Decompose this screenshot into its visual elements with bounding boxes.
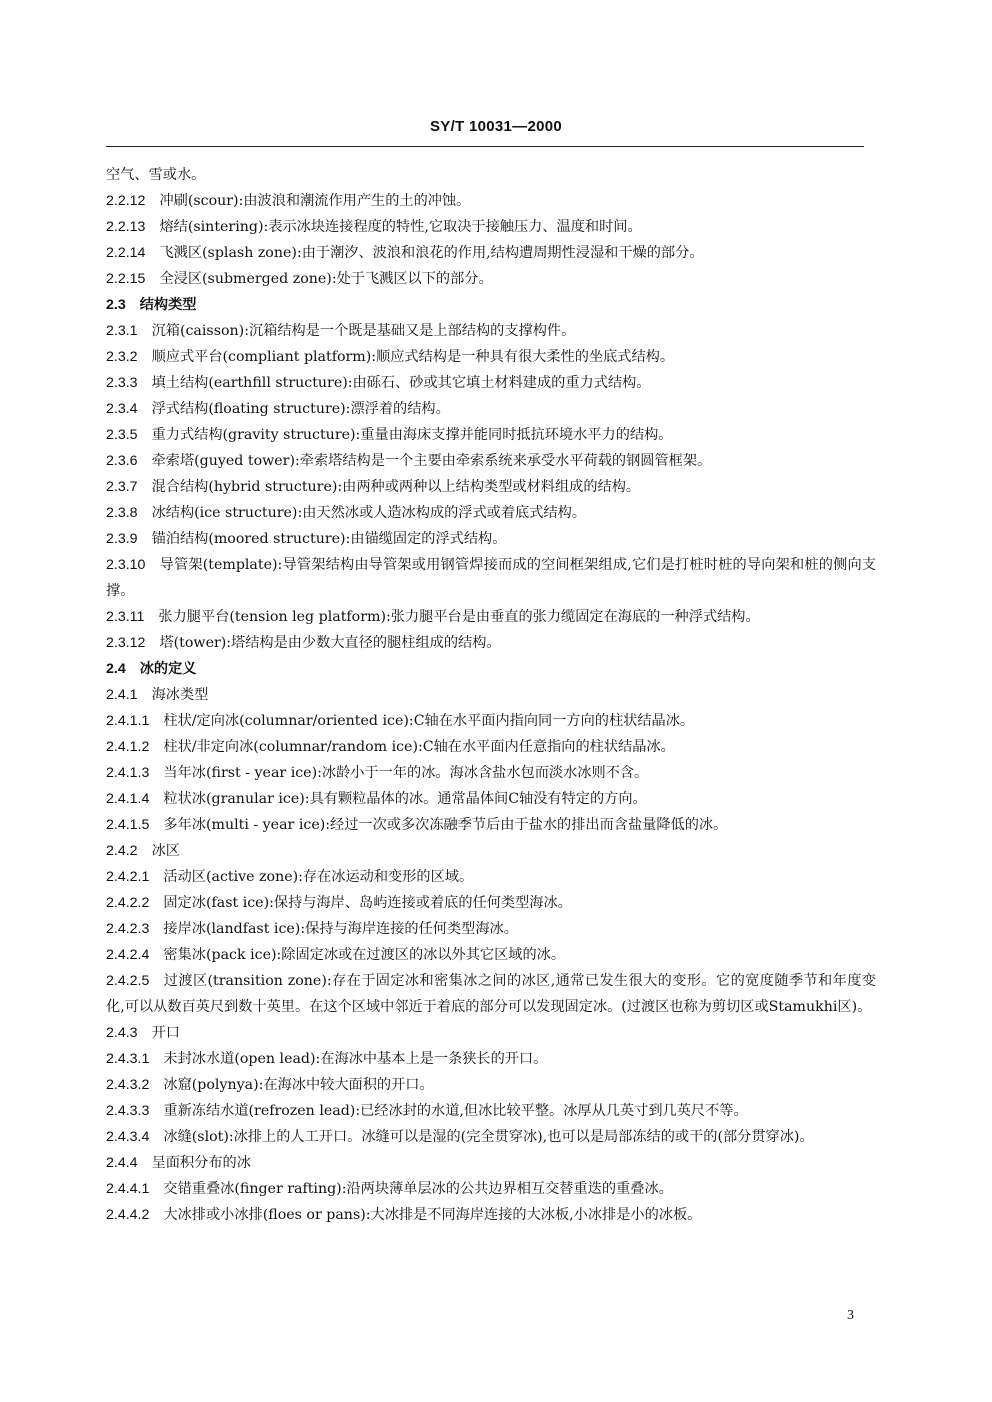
clause-number: 2.4.1.4 (106, 791, 150, 807)
clause-text: 呈面积分布的冰 (151, 1155, 251, 1171)
clause-paragraph (106, 708, 876, 734)
clause-paragraph (106, 1072, 876, 1098)
clause-number: 2.4.3.1 (106, 1051, 150, 1067)
clause-text: 导管架(template):导管架结构由导管架或用钢管焊接而成的空间框架组成,它们是打桩时桩的导向架和桩的侧向支撑。 (106, 557, 876, 599)
clause-number: 2.4.1.3 (106, 765, 150, 781)
clause-text: 塔(tower):塔结构是由少数大直径的腿柱组成的结构。 (159, 635, 501, 651)
clause-text: 锚泊结构(moored structure):由锚缆固定的浮式结构。 (151, 531, 507, 547)
clause-paragraph (106, 1150, 876, 1176)
clause-text: 浮式结构(floating structure):漂浮着的结构。 (151, 401, 450, 417)
clause-text: 大冰排或小冰排(floes or pans):大冰排是不同海岸连接的大冰板,小冰排是小的冰板。 (163, 1207, 702, 1223)
clause-paragraph (106, 916, 876, 942)
clause-text: 熔结(sintering):表示冰块连接程度的特性,它取决于接触压力、温度和时间。 (159, 219, 642, 235)
clause-paragraph (106, 240, 876, 266)
clause-paragraph (106, 1020, 876, 1046)
document-header: SY/T 10031—2000 (429, 118, 563, 135)
clause-paragraph (106, 500, 876, 526)
clause-paragraph (106, 370, 876, 396)
clause-text: 冰缝(slot):冰排上的人工开口。冰缝可以是湿的(完全贯穿冰),也可以是局部冻结的或干的(部分贯穿冰)。 (163, 1129, 814, 1145)
clause-number: 2.4.2.4 (106, 947, 150, 963)
clause-paragraph (106, 864, 876, 890)
clause-number: 2.4.2.5 (106, 973, 150, 989)
clause-number: 2.4.3.3 (106, 1103, 150, 1119)
clause-number: 2.3 (106, 297, 126, 313)
section-heading (106, 292, 876, 318)
clause-paragraph (106, 942, 876, 968)
clause-text: 全浸区(submerged zone):处于飞溅区以下的部分。 (159, 271, 493, 287)
clause-number: 2.3.3 (106, 375, 138, 391)
clause-text: 当年冰(first - year ice):冰龄小于一年的冰。海冰含盐水包而淡水冰则不含。 (163, 765, 649, 781)
clause-paragraph (106, 890, 876, 916)
clause-paragraph (106, 474, 876, 500)
clause-text: 过渡区(transition zone):存在于固定冰和密集冰之间的冰区,通常已发生很大的变形。它的宽度随季节和年度变化,可以从数百英尺到数十英里。在这个区域中邻近于着底的部分可以发现固定冰。(过渡区也称为剪切区或Stamukhi区)。 (106, 973, 876, 1015)
clause-text: 重新冻结水道(refrozen lead):已经冰封的水道,但冰比较平整。冰厚从几英寸到几英尺不等。 (163, 1103, 748, 1119)
clause-paragraph (106, 526, 876, 552)
clause-number: 2.4 (106, 661, 126, 677)
clause-number: 2.2.12 (106, 193, 146, 209)
clause-text: 填土结构(earthfill structure):由砾石、砂或其它填土材料建成的重力式结构。 (151, 375, 651, 391)
clause-text: 沉箱(caisson):沉箱结构是一个既是基础又是上部结构的支撑构件。 (151, 323, 576, 339)
clause-paragraph (106, 214, 876, 240)
clause-text: 冰结构(ice structure):由天然冰或人造冰构成的浮式或着底式结构。 (151, 505, 586, 521)
page-number: 3 (847, 1308, 854, 1323)
clause-paragraph (106, 786, 876, 812)
clause-number: 2.4.2.3 (106, 921, 150, 937)
clause-text: 冲刷(scour):由波浪和潮流作用产生的土的冲蚀。 (159, 193, 471, 209)
document-body (106, 162, 876, 1228)
clause-paragraph (106, 188, 876, 214)
clause-number: 2.3.9 (106, 531, 138, 547)
clause-paragraph (106, 1046, 876, 1072)
clause-number: 2.4.2.1 (106, 869, 150, 885)
clause-number: 2.3.11 (106, 609, 145, 625)
clause-text: 顺应式平台(compliant platform):顺应式结构是一种具有很大柔性的坐底式结构。 (151, 349, 675, 365)
header-rule (106, 146, 864, 147)
clause-paragraph (106, 812, 876, 838)
clause-paragraph (106, 734, 876, 760)
clause-paragraph (106, 162, 876, 188)
clause-text: 柱状/定向冰(columnar/oriented ice):C轴在水平面内指向同一方向的柱状结晶冰。 (163, 713, 695, 729)
clause-paragraph (106, 838, 876, 864)
clause-text: 接岸冰(landfast ice):保持与海岸连接的任何类型海冰。 (163, 921, 518, 937)
clause-text: 张力腿平台(tension leg platform):张力腿平台是由垂直的张力缆固定在海底的一种浮式结构。 (158, 609, 760, 625)
clause-number: 2.3.6 (106, 453, 138, 469)
clause-text: 冰窟(polynya):在海冰中较大面积的开口。 (163, 1077, 434, 1093)
clause-paragraph (106, 682, 876, 708)
clause-text: 牵索塔(guyed tower):牵索塔结构是一个主要由牵索系统来承受水平荷载的钢圆管框架。 (151, 453, 712, 469)
clause-text: 开口 (151, 1025, 180, 1041)
clause-number: 2.3.2 (106, 349, 138, 365)
clause-paragraph (106, 604, 876, 630)
clause-text: 重力式结构(gravity structure):重量由海床支撑并能同时抵抗环境水平力的结构。 (151, 427, 673, 443)
clause-number: 2.3.8 (106, 505, 138, 521)
clause-text: 海冰类型 (151, 687, 209, 703)
clause-number: 2.3.10 (106, 557, 146, 573)
clause-text: 未封冰水道(open lead):在海冰中基本上是一条狭长的开口。 (163, 1051, 548, 1067)
clause-paragraph (106, 1202, 876, 1228)
clause-number: 2.4.2.2 (106, 895, 150, 911)
clause-number: 2.3.7 (106, 479, 138, 495)
clause-number: 2.4.1 (106, 687, 138, 703)
clause-paragraph (106, 1176, 876, 1202)
clause-number: 2.4.1.1 (106, 713, 150, 729)
clause-number: 2.4.3 (106, 1025, 138, 1041)
clause-paragraph (106, 630, 876, 656)
clause-paragraph (106, 1098, 876, 1124)
clause-text: 飞溅区(splash zone):由于潮汐、波浪和浪花的作用,结构遭周期性浸湿和干燥的部分。 (159, 245, 704, 261)
clause-number: 2.4.3.4 (106, 1129, 150, 1145)
clause-text: 固定冰(fast ice):保持与海岸、岛屿连接或着底的任何类型海冰。 (163, 895, 572, 911)
section-heading (106, 656, 876, 682)
clause-text: 冰区 (151, 843, 180, 859)
clause-number: 2.4.1.5 (106, 817, 150, 833)
clause-number: 2.2.13 (106, 219, 146, 235)
clause-number: 2.3.4 (106, 401, 138, 417)
clause-text: 密集冰(pack ice):除固定冰或在过渡区的冰以外其它区域的冰。 (163, 947, 566, 963)
clause-number: 2.4.3.2 (106, 1077, 150, 1093)
clause-text: 冰的定义 (139, 661, 197, 677)
clause-paragraph (106, 318, 876, 344)
clause-number: 2.3.1 (106, 323, 138, 339)
clause-text: 交错重叠冰(finger rafting):沿两块薄单层冰的公共边界相互交替重迭的重叠冰。 (163, 1181, 673, 1197)
clause-paragraph (106, 760, 876, 786)
clause-paragraph (106, 422, 876, 448)
clause-paragraph (106, 396, 876, 422)
clause-number: 2.2.14 (106, 245, 146, 261)
clause-number: 2.3.12 (106, 635, 146, 651)
clause-paragraph (106, 448, 876, 474)
clause-number: 2.4.1.2 (106, 739, 150, 755)
clause-text: 混合结构(hybrid structure):由两种或两种以上结构类型或材料组成的结构。 (151, 479, 641, 495)
clause-text: 结构类型 (139, 297, 197, 313)
clause-number: 2.4.4.1 (106, 1181, 150, 1197)
clause-text: 粒状冰(granular ice):具有颗粒晶体的冰。通常晶体间C轴没有特定的方向。 (163, 791, 647, 807)
clause-paragraph (106, 266, 876, 292)
clause-number: 2.3.5 (106, 427, 138, 443)
clause-paragraph (106, 1124, 876, 1150)
clause-paragraph (106, 552, 876, 604)
clause-number: 2.4.4 (106, 1155, 138, 1171)
clause-number: 2.4.4.2 (106, 1207, 150, 1223)
clause-text: 多年冰(multi - year ice):经过一次或多次冻融季节后由于盐水的排出而含盐量降低的冰。 (163, 817, 728, 833)
clause-number: 2.4.2 (106, 843, 138, 859)
clause-text: 活动区(active zone):存在冰运动和变形的区域。 (163, 869, 474, 885)
clause-paragraph (106, 344, 876, 370)
clause-number: 2.2.15 (106, 271, 146, 287)
clause-paragraph (106, 968, 876, 1020)
clause-text: 柱状/非定向冰(columnar/random ice):C轴在水平面内任意指向的柱状结晶冰。 (163, 739, 675, 755)
clause-text: 空气、雪或水。 (106, 167, 206, 183)
